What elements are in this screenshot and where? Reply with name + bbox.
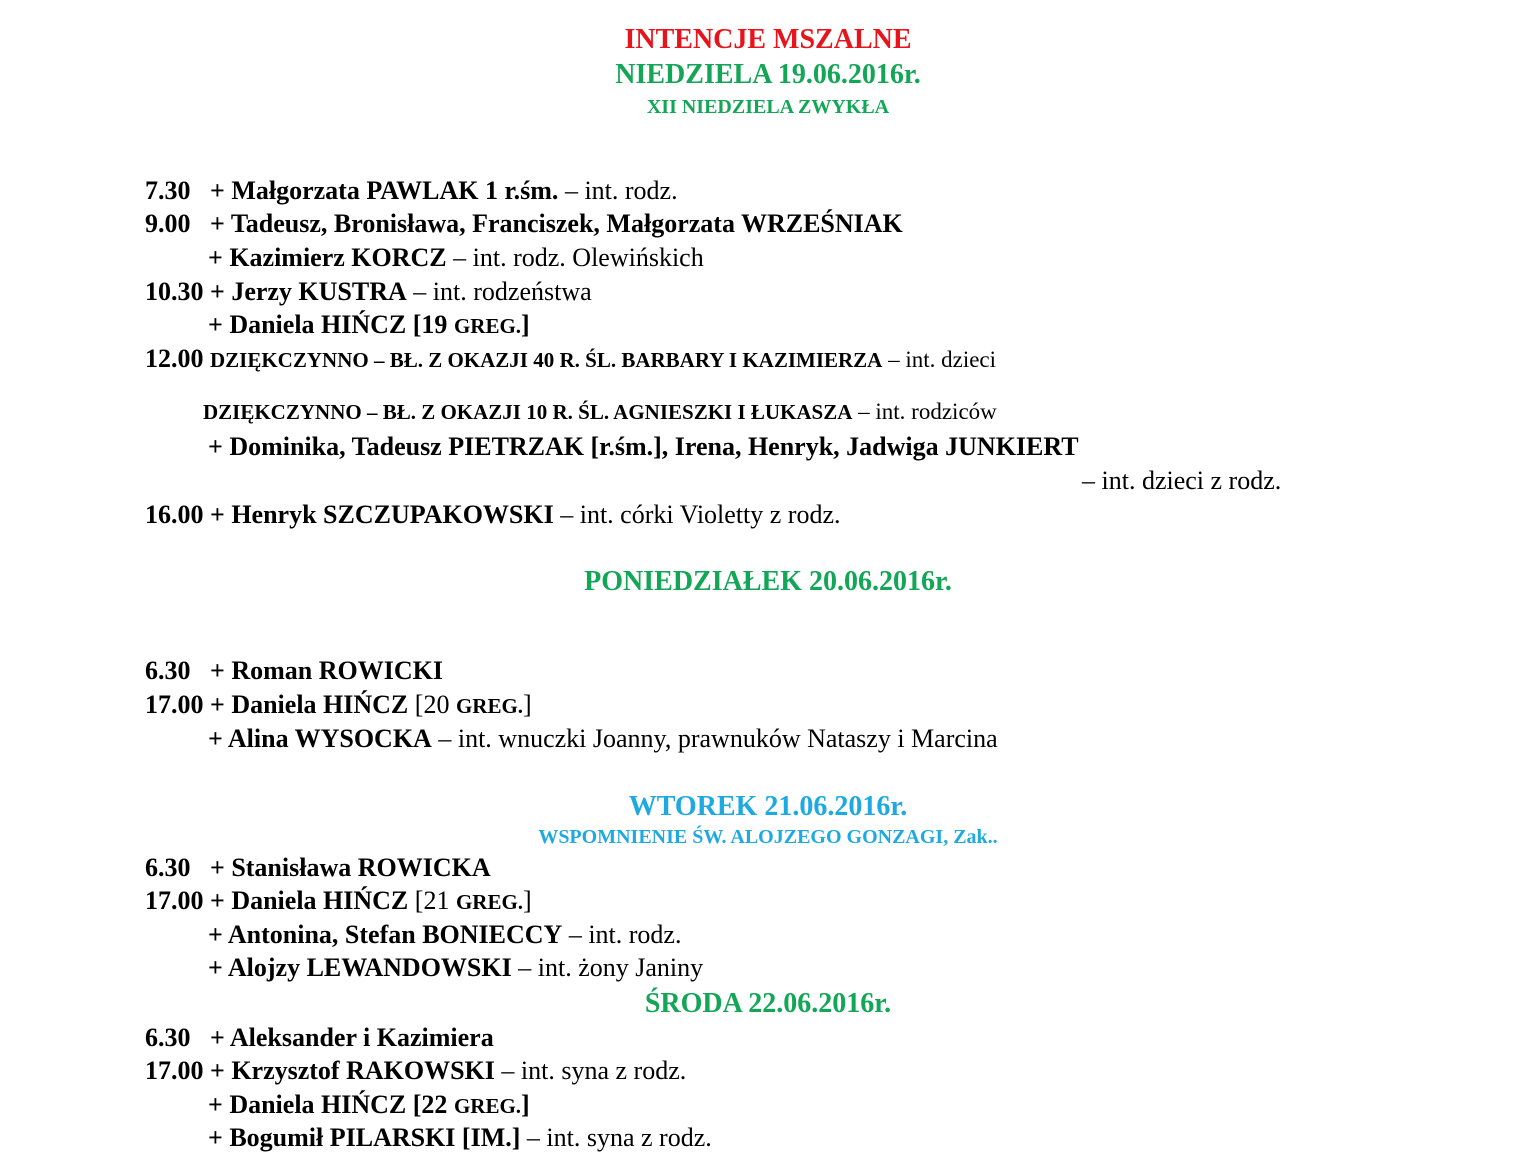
intention-note: – int. rodziców bbox=[852, 399, 997, 424]
mass-intention-row bbox=[208, 310, 530, 341]
intention-small-caps: GREG. bbox=[455, 890, 524, 914]
mass-intention-row bbox=[145, 500, 841, 530]
intention-name: + Alojzy LEWANDOWSKI bbox=[208, 953, 512, 982]
mass-intention-row bbox=[145, 176, 678, 206]
mass-time: 12.00 bbox=[145, 344, 204, 373]
mass-time: 17.00 bbox=[145, 886, 204, 915]
mass-intention-row bbox=[203, 396, 997, 427]
intention-note: – int. rodz. Olewińskich bbox=[446, 243, 704, 272]
mass-intention-row bbox=[145, 209, 903, 239]
page-title: INTENCJE MSZALNE bbox=[624, 24, 912, 55]
mass-intention-row bbox=[145, 1056, 686, 1086]
mass-time: 17.00 bbox=[145, 690, 204, 719]
mass-time: 10.30 bbox=[145, 277, 204, 306]
intention-name: + Kazimierz KORCZ bbox=[208, 243, 447, 272]
mass-intention-row bbox=[145, 277, 592, 307]
intention-note: – int. dzieci z rodz. bbox=[1082, 466, 1282, 495]
mass-intention-row bbox=[208, 243, 704, 273]
mass-intention-row bbox=[208, 953, 703, 983]
intention-note: – int. syna z rodz. bbox=[520, 1123, 712, 1152]
mass-intention-row bbox=[145, 344, 996, 375]
mass-intention-row bbox=[208, 432, 1079, 462]
intention-small-caps: DZIĘKCZYNNO – BŁ. Z OKAZJI 40 R. ŚL. BARBARY I KAZIMIERZA bbox=[210, 348, 883, 372]
mass-intention-row bbox=[145, 656, 443, 686]
intention-name: + Krzysztof RAKOWSKI bbox=[210, 1056, 495, 1085]
mass-intention-row bbox=[145, 1023, 494, 1053]
intention-name: + Daniela HIŃCZ bbox=[210, 690, 415, 719]
intention-note: – int. rodzeństwa bbox=[406, 277, 592, 306]
intention-name: + Dominika, Tadeusz PIETRZAK [r.śm.], Irena, Henryk, Jadwiga JUNKIERT bbox=[208, 432, 1079, 461]
intention-note: – int. wnuczki Joanny, prawnuków Nataszy i Marcina bbox=[431, 724, 998, 753]
intention-name: + Daniela HIŃCZ [22 bbox=[208, 1090, 454, 1119]
intention-name: + Henryk SZCZUPAKOWSKI bbox=[210, 500, 554, 529]
mass-intention-row bbox=[208, 920, 681, 950]
intention-note: – int. rodz. bbox=[562, 920, 682, 949]
intention-small-caps: GREG. bbox=[453, 314, 522, 338]
intention-name: + Roman ROWICKI bbox=[210, 656, 443, 685]
intention-name: + Jerzy KUSTRA bbox=[210, 277, 407, 306]
mass-time: 7.30 bbox=[145, 176, 191, 205]
day-heading-sunday: NIEDZIELA 19.06.2016r. bbox=[615, 59, 921, 90]
intention-note: – int. żony Janiny bbox=[511, 953, 704, 982]
mass-intention-row bbox=[208, 724, 998, 754]
intention-name: + Antonina, Stefan BONIECCY bbox=[208, 920, 563, 949]
intention-name: + Daniela HIŃCZ bbox=[210, 886, 415, 915]
liturgical-subtitle-sunday: XII NIEDZIELA ZWYKŁA bbox=[646, 96, 890, 118]
intention-note: – int. rodz. bbox=[558, 176, 678, 205]
intention-note: – int. córki Violetty z rodz. bbox=[553, 500, 841, 529]
mass-time: 9.00 bbox=[145, 209, 191, 238]
mass-intention-row bbox=[1082, 466, 1281, 496]
intention-tail: ] bbox=[521, 310, 530, 339]
mass-time: 17.00 bbox=[145, 1056, 204, 1085]
mass-time: 6.30 bbox=[145, 1023, 191, 1052]
intention-tail: ] bbox=[523, 886, 532, 915]
mass-intention-row bbox=[145, 690, 532, 721]
intention-small-caps: DZIĘKCZYNNO – BŁ. Z OKAZJI 10 R. ŚL. AGNIESZKI I ŁUKASZA bbox=[203, 400, 853, 424]
mass-intention-row bbox=[145, 886, 532, 917]
intention-note: – int. dzieci bbox=[882, 347, 997, 372]
intention-name: + Alina WYSOCKA bbox=[208, 724, 432, 753]
mass-intention-row bbox=[145, 853, 491, 883]
mass-intention-row bbox=[208, 1123, 712, 1153]
intention-name: + Małgorzata PAWLAK 1 r.śm. bbox=[210, 176, 559, 205]
intention-small-caps: GREG. bbox=[455, 694, 524, 718]
intention-small-caps: GREG. bbox=[453, 1094, 522, 1118]
intention-name: + Daniela HIŃCZ [19 bbox=[208, 310, 454, 339]
intention-note: – int. syna z rodz. bbox=[494, 1056, 687, 1085]
intention-name: + Bogumił PILARSKI [IM.] bbox=[208, 1123, 521, 1152]
intention-name: + Aleksander i Kazimiera bbox=[210, 1023, 494, 1052]
mass-time: 6.30 bbox=[145, 853, 191, 882]
intention-tail: ] bbox=[521, 1090, 530, 1119]
intention-name: + Stanisława ROWICKA bbox=[210, 853, 491, 882]
mass-intention-row bbox=[208, 1090, 530, 1121]
intention-name: + Tadeusz, Bronisława, Franciszek, Małgorzata WRZEŚNIAK bbox=[210, 209, 903, 238]
day-heading-monday: PONIEDZIAŁEK 20.06.2016r. bbox=[584, 566, 952, 597]
intention-plain: [21 bbox=[414, 886, 456, 915]
day-heading-tuesday: WTOREK 21.06.2016r. bbox=[628, 791, 908, 822]
mass-time: 16.00 bbox=[145, 500, 204, 529]
mass-time: 6.30 bbox=[145, 656, 191, 685]
intention-tail: ] bbox=[523, 690, 532, 719]
liturgical-subtitle-tuesday: WSPOMNIENIE ŚW. ALOJZEGO GONZAGI, Zak.. bbox=[538, 826, 998, 848]
intention-plain: [20 bbox=[414, 690, 456, 719]
day-heading-wednesday: ŚRODA 22.06.2016r. bbox=[644, 988, 892, 1019]
